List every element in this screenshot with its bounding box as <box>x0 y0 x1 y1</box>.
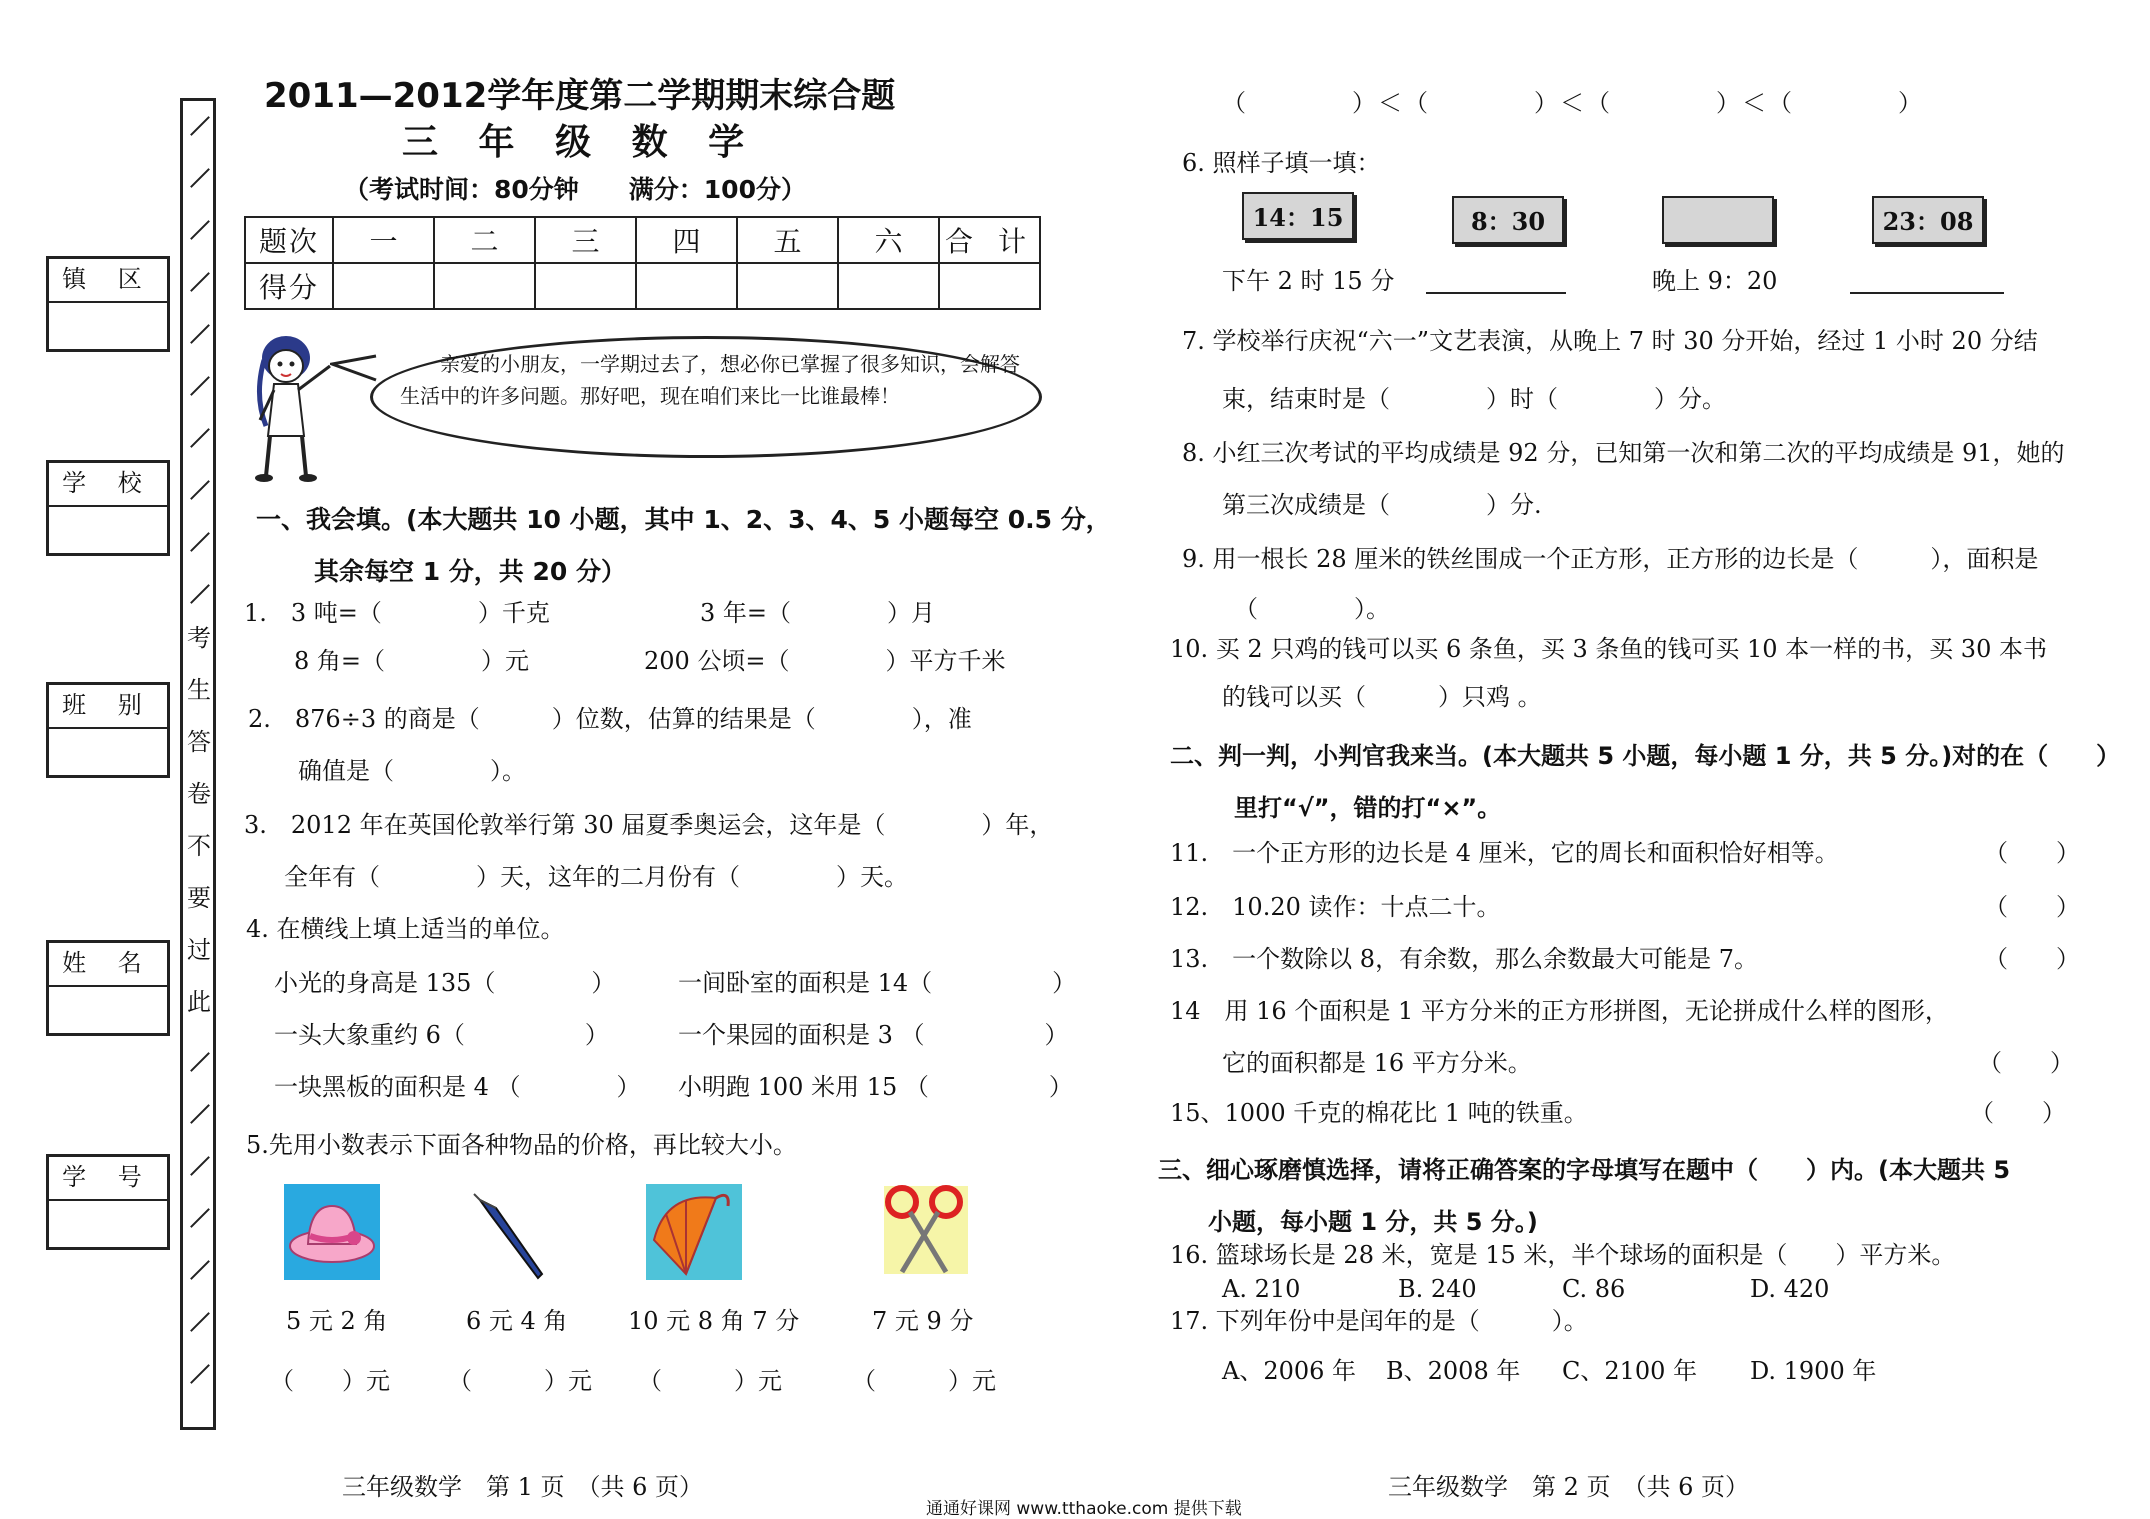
info-box-town <box>46 256 170 352</box>
hat-icon <box>284 1184 380 1280</box>
score-table <box>244 216 1041 310</box>
hatch-line <box>190 272 210 292</box>
time-box-sample: 14：15 <box>1242 192 1354 240</box>
page-footer-left: 三年级数学 第 1 页 （共 6 页） <box>342 1473 704 1501</box>
q4-height: 小光的身高是 135（ ） <box>274 969 616 997</box>
speech-bubble-tail <box>330 350 380 390</box>
score-header-cell: 一 <box>333 217 434 263</box>
download-note: 通通好课网 www.tthaoke.com 提供下载 <box>926 1499 1242 1519</box>
q8-line1: 8. 小红三次考试的平均成绩是 92 分，已知第一次和第二次的平均成绩是 91，她的 <box>1182 439 2065 467</box>
item-price-scissors: 7 元 9 分 <box>872 1307 974 1335</box>
q1-jiao: 8 角=（ ）元 <box>294 647 530 675</box>
exam-info: （考试时间：80分钟 满分：100分） <box>344 175 806 204</box>
item-price-pen: 6 元 4 角 <box>466 1307 568 1335</box>
info-label-class: 班 别 <box>49 685 167 729</box>
score-cell[interactable] <box>333 263 434 309</box>
q4-orchard: 一个果园的面积是 3 （ ） <box>678 1021 1069 1049</box>
item-price-umbrella: 10 元 8 角 7 分 <box>628 1307 800 1335</box>
hatch-line <box>190 1364 210 1384</box>
hatch-line <box>190 584 210 604</box>
score-table-score-row <box>245 263 1040 309</box>
item-blank-umbrella: （ ）元 <box>638 1367 782 1395</box>
info-label-number: 学 号 <box>49 1157 167 1201</box>
q9-line2: （ ）。 <box>1234 595 1390 623</box>
hatch-line <box>190 1104 210 1124</box>
q15-text: 15、1000 千克的棉花比 1 吨的铁重。 <box>1170 1099 1588 1127</box>
section1-title-line2: 其余每空 1 分，共 20 分） <box>314 557 627 586</box>
q7-line2: 束，结束时是（ ）时（ ）分。 <box>1222 385 1726 413</box>
info-box-name <box>46 940 170 1036</box>
q7-line1: 7. 学校举行庆祝“六一”文艺表演，从晚上 7 时 30 分开始，经过 1 小时 20 分结 <box>1182 327 2038 355</box>
q1-ton: 1. 3 吨=（ ）千克 <box>244 599 550 627</box>
q2-line1: 2. 876÷3 的商是（ ）位数，估算的结果是（ ），准 <box>248 705 972 733</box>
hatch-line <box>190 220 210 240</box>
q5-compare-row: （ ）＜（ ）＜（ ）＜（ ） <box>1222 89 1924 117</box>
score-header-cell: 二 <box>434 217 535 263</box>
page-footer-right: 三年级数学 第 2 页 （共 6 页） <box>1388 1473 1750 1501</box>
q10-line2: 的钱可以买（ ）只鸡 。 <box>1222 683 1542 711</box>
time-text-sample: 下午 2 时 15 分 <box>1222 267 1395 295</box>
info-box-number <box>46 1154 170 1250</box>
q14-line1: 14 用 16 个面积是 1 平方分米的正方形拼图，无论拼成什么样的图形， <box>1170 997 1949 1025</box>
q5-title: 5.先用小数表示下面各种物品的价格，再比较大小。 <box>246 1131 797 1159</box>
umbrella-icon <box>646 1184 742 1280</box>
hatch-line <box>190 324 210 344</box>
q9-line1: 9. 用一根长 28 厘米的铁丝围成一个正方形，正方形的边长是（ ），面积是 <box>1182 545 2039 573</box>
hatch-line <box>190 116 210 136</box>
q15-answer[interactable]: （ ） <box>1970 1099 2066 1127</box>
score-header-cell: 六 <box>838 217 939 263</box>
hatch-line <box>190 168 210 188</box>
hatch-line <box>190 480 210 500</box>
hatch-line <box>190 428 210 448</box>
q14-line2: 它的面积都是 16 平方分米。 <box>1222 1049 1532 1077</box>
time-text-evening: 晚上 9：20 <box>1652 267 1778 295</box>
margin-warning-char: 答 <box>186 716 212 768</box>
q16-option-b[interactable]: B. 240 <box>1398 1275 1477 1303</box>
q3-line1: 3. 2012 年在英国伦敦举行第 30 届夏季奥运会，这年是（ ）年， <box>244 811 1054 839</box>
q13-text: 13. 一个数除以 8，有余数，那么余数最大可能是 7。 <box>1170 945 1758 973</box>
info-label-school: 学 校 <box>49 463 167 507</box>
q1-hectare: 200 公顷=（ ）平方千米 <box>644 647 1006 675</box>
margin-warning-char: 此 <box>186 976 212 1028</box>
hatch-line <box>190 532 210 552</box>
answer-line-time-4[interactable] <box>1850 292 2004 294</box>
item-price-hat: 5 元 2 角 <box>286 1307 388 1335</box>
q11-text: 11. 一个正方形的边长是 4 厘米，它的周长和面积恰好相等。 <box>1170 839 1839 867</box>
score-header-cell: 合 计 <box>939 217 1040 263</box>
q10-line1: 10. 买 2 只鸡的钱可以买 6 条鱼，买 3 条鱼的钱可买 10 本一样的书，买 30 本书 <box>1170 635 2047 663</box>
item-blank-scissors: （ ）元 <box>852 1367 996 1395</box>
q4-blackboard: 一块黑板的面积是 4 （ ） <box>274 1073 641 1101</box>
score-table-header-row <box>245 217 1040 263</box>
q2-line2: 确值是（ ）。 <box>298 757 526 785</box>
hatch-line <box>190 1156 210 1176</box>
q4-title: 4. 在横线上填上适当的单位。 <box>246 915 565 943</box>
scissors-icon <box>880 1182 976 1278</box>
margin-warning-char: 生 <box>186 664 212 716</box>
q17-option-c[interactable]: C、2100 年 <box>1562 1357 1698 1385</box>
q17-option-a[interactable]: A、2006 年 <box>1222 1357 1357 1385</box>
margin-warning-char: 要 <box>186 872 212 924</box>
hatch-line <box>190 376 210 396</box>
q17-text: 17. 下列年份中是闰年的是（ ）。 <box>1170 1307 1588 1335</box>
info-label-town: 镇 区 <box>49 259 167 303</box>
q6-title: 6. 照样子填一填： <box>1182 149 1381 177</box>
time-box-2: 8：30 <box>1452 196 1564 244</box>
pen-icon <box>466 1192 562 1288</box>
margin-warning-char: 过 <box>186 924 212 976</box>
score-row-label: 得分 <box>245 263 333 309</box>
info-label-name: 姓 名 <box>49 943 167 987</box>
score-header-cell: 五 <box>737 217 838 263</box>
q16-option-d[interactable]: D. 420 <box>1750 1275 1830 1303</box>
q13-answer[interactable]: （ ） <box>1984 945 2080 973</box>
item-blank-pen: （ ）元 <box>448 1367 592 1395</box>
hatch-line <box>190 1260 210 1280</box>
q12-answer[interactable]: （ ） <box>1984 893 2080 921</box>
q12-text: 12. 10.20 读作：十点二十。 <box>1170 893 1501 921</box>
time-box-3[interactable] <box>1662 196 1774 244</box>
q8-line2: 第三次成绩是（ ）分. <box>1222 491 1542 519</box>
q4-bedroom: 一间卧室的面积是 14（ ） <box>678 969 1077 997</box>
section2-title: 二、判一判，小判官我来当。(本大题共 5 小题，每小题 1 分，共 5 分。)对的在（ ） <box>1170 742 2121 770</box>
q3-line2: 全年有（ ）天，这年的二月份有（ ）天。 <box>284 863 908 891</box>
hatch-line <box>190 1052 210 1072</box>
exam-title: 2011—2012学年度第二学期期末综合题 <box>264 76 896 116</box>
info-box-class <box>46 682 170 778</box>
margin-warning-char: 考 <box>186 612 212 664</box>
section3-title-line2: 小题，每小题 1 分，共 5 分。) <box>1208 1208 1538 1236</box>
score-cell[interactable] <box>434 263 535 309</box>
q4-run: 小明跑 100 米用 15 （ ） <box>678 1073 1073 1101</box>
hatch-line <box>190 1312 210 1332</box>
q11-answer[interactable]: （ ） <box>1984 839 2080 867</box>
q17-option-b[interactable]: B、2008 年 <box>1386 1357 1521 1385</box>
q4-elephant: 一头大象重约 6（ ） <box>274 1021 609 1049</box>
section2-title-line2: 里打“√”，错的打“×”。 <box>1234 794 1502 822</box>
score-header-cell: 四 <box>636 217 737 263</box>
speech-bubble-text: 亲爱的小朋友，一学期过去了，想必你已掌握了很多知识，会解答生活中的许多问题。那好吧，现在咱们来比一比谁最棒！ <box>400 352 1020 408</box>
score-cell[interactable] <box>737 263 838 309</box>
time-box-4: 23：08 <box>1872 196 1984 244</box>
score-cell[interactable] <box>939 263 1040 309</box>
answer-line-time-2[interactable] <box>1426 292 1566 294</box>
margin-warning-char: 卷 <box>186 768 212 820</box>
section1-title: 一、我会填。(本大题共 10 小题，其中 1、2、3、4、5 小题每空 0.5 分， <box>256 505 1111 534</box>
q16-text: 16. 篮球场长是 28 米，宽是 15 米，半个球场的面积是（ ）平方米。 <box>1170 1241 1956 1269</box>
section3-title: 三、细心琢磨慎选择，请将正确答案的字母填写在题中（ ）内。(本大题共 5 <box>1158 1156 2011 1184</box>
item-blank-hat: （ ）元 <box>270 1367 390 1395</box>
margin-warning-char: 不 <box>186 820 212 872</box>
q1-year: 3 年=（ ）月 <box>700 599 936 627</box>
score-header-cell: 题次 <box>245 217 333 263</box>
score-cell[interactable] <box>535 263 636 309</box>
q14-answer[interactable]: （ ） <box>1978 1049 2074 1077</box>
girl-illustration <box>244 326 344 486</box>
q16-option-a[interactable]: A. 210 <box>1222 1275 1301 1303</box>
info-box-school <box>46 460 170 556</box>
score-cell[interactable] <box>636 263 737 309</box>
score-cell[interactable] <box>838 263 939 309</box>
exam-subject: 三 年 级 数 学 <box>402 122 759 163</box>
q17-option-d[interactable]: D. 1900 年 <box>1750 1357 1877 1385</box>
score-header-cell: 三 <box>535 217 636 263</box>
q16-option-c[interactable]: C. 86 <box>1562 1275 1626 1303</box>
hatch-line <box>190 1208 210 1228</box>
